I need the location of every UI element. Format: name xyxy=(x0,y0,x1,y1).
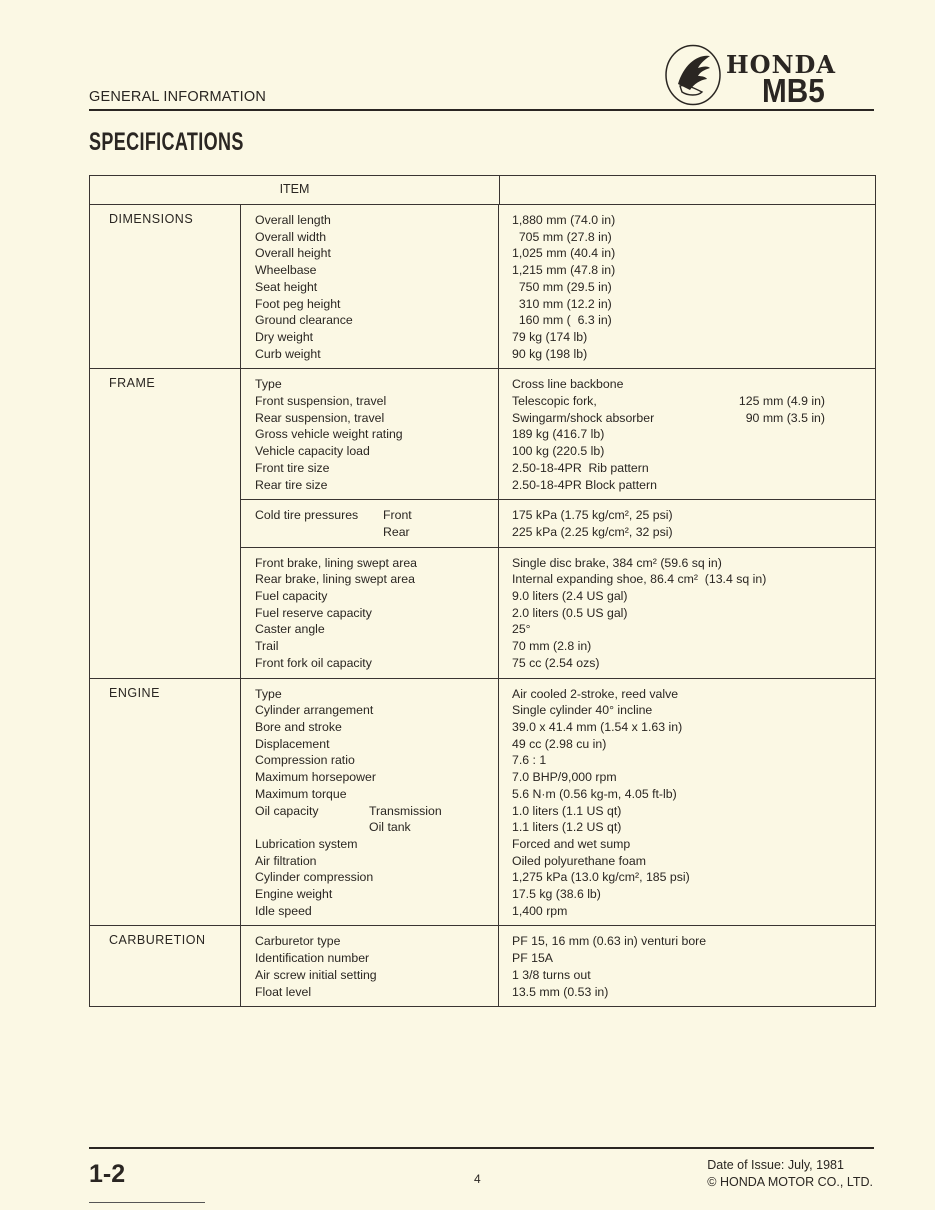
section-heading: GENERAL INFORMATION xyxy=(89,89,267,105)
value-text: Swingarm/shock absorber xyxy=(512,410,655,425)
table-row xyxy=(241,477,875,494)
spec-section xyxy=(90,205,875,369)
value-text: 1 3/8 turns out xyxy=(512,967,591,982)
value-text: 310 mm (12.2 in) xyxy=(512,296,612,311)
spec-group xyxy=(241,548,875,678)
item-label: Carburetor type xyxy=(255,934,341,949)
model-name: MB5 xyxy=(762,72,825,109)
item-label: Overall height xyxy=(255,246,331,261)
item-label: Fuel reserve capacity xyxy=(255,605,372,620)
item-label: Foot peg height xyxy=(255,296,341,311)
item-label: Ground clearance xyxy=(255,313,353,328)
item-label: Bore and stroke xyxy=(255,719,342,734)
spec-value xyxy=(499,769,875,786)
value-text: 79 kg (174 lb) xyxy=(512,329,588,344)
spec-value xyxy=(499,967,875,984)
spec-value xyxy=(499,736,875,753)
table-row xyxy=(241,655,875,672)
item-label: Seat height xyxy=(255,279,318,294)
item-label: Gross vehicle weight rating xyxy=(255,427,403,442)
value-text: 100 kg (220.5 lb) xyxy=(512,444,605,459)
spec-group xyxy=(241,369,875,500)
table-row xyxy=(241,346,875,363)
value-text: Single cylinder 40° incline xyxy=(512,703,653,718)
value-text: 39.0 x 41.4 mm (1.54 x 1.63 in) xyxy=(512,719,683,734)
item-label: Front tire size xyxy=(255,460,330,475)
value-text: 7.0 BHP/9,000 rpm xyxy=(512,770,617,785)
spec-value xyxy=(499,296,875,313)
spec-value xyxy=(499,212,875,229)
value-text: 1,025 mm (40.4 in) xyxy=(512,246,616,261)
spec-value xyxy=(499,410,875,427)
item-label: Float level xyxy=(255,984,312,999)
value-text: Single disc brake, 384 cm² (59.6 sq in) xyxy=(512,555,722,570)
item-label: Displacement xyxy=(255,736,330,751)
spec-value xyxy=(499,836,875,853)
spec-value xyxy=(499,555,875,572)
table-row xyxy=(241,903,875,920)
spec-value xyxy=(499,621,875,638)
issue-info xyxy=(707,1157,873,1191)
copyright: © HONDA MOTOR CO., LTD. xyxy=(707,1175,873,1189)
item-label: Idle speed xyxy=(255,903,312,918)
spec-value xyxy=(499,869,875,886)
value-text: Cross line backbone xyxy=(512,377,624,392)
table-header xyxy=(90,176,875,205)
item-label: Rear brake, lining swept area xyxy=(255,572,415,587)
spec-value xyxy=(499,950,875,967)
value-text: 75 cc (2.54 ozs) xyxy=(512,655,600,670)
spec-item xyxy=(241,470,499,500)
item-label: Curb weight xyxy=(255,346,321,361)
spec-value xyxy=(499,376,875,393)
spec-value xyxy=(499,262,875,279)
item-label: Cylinder compression xyxy=(255,870,374,885)
value-text: 225 kPa (2.25 kg/cm², 32 psi) xyxy=(512,524,673,539)
spec-value xyxy=(499,426,875,443)
brand-name: HONDA xyxy=(726,50,836,79)
item-sublabel: Front xyxy=(383,508,412,523)
spec-value xyxy=(499,605,875,622)
spec-section xyxy=(90,369,875,678)
section-label: DIMENSIONS xyxy=(90,205,241,368)
value-text: 705 mm (27.8 in) xyxy=(512,229,612,244)
value-text: 90 kg (198 lb) xyxy=(512,346,588,361)
spec-value xyxy=(499,933,875,950)
item-label: Wheelbase xyxy=(255,263,317,278)
page-code: 1-2 xyxy=(89,1160,126,1188)
item-label: Air screw initial setting xyxy=(255,967,377,982)
item-column-header: ITEM xyxy=(90,176,500,204)
item-label: Trail xyxy=(255,639,279,654)
spec-value xyxy=(499,477,875,494)
header-rule xyxy=(89,109,874,111)
spec-item xyxy=(241,339,499,369)
item-label: Type xyxy=(255,686,282,701)
value-text: 49 cc (2.98 cu in) xyxy=(512,736,607,751)
spec-value xyxy=(499,245,875,262)
section-label: ENGINE xyxy=(90,679,241,926)
table-row xyxy=(241,524,875,541)
value-text: 9.0 liters (2.4 US gal) xyxy=(512,589,628,604)
spec-value xyxy=(499,752,875,769)
table-row xyxy=(241,984,875,1001)
section-groups xyxy=(241,205,875,368)
value-text: Oiled polyurethane foam xyxy=(512,853,646,868)
item-label: Caster angle xyxy=(255,622,325,637)
issue-date: Date of Issue: July, 1981 xyxy=(707,1158,844,1172)
item-label: Cylinder arrangement xyxy=(255,703,374,718)
item-label: Identification number xyxy=(255,951,370,966)
spec-value xyxy=(499,903,875,920)
value-text: 2.0 liters (0.5 US gal) xyxy=(512,605,628,620)
spec-value xyxy=(499,312,875,329)
honda-wing-logo-icon xyxy=(664,44,722,106)
item-sublabel: Rear xyxy=(383,524,410,539)
spec-group xyxy=(241,500,875,547)
section-label: FRAME xyxy=(90,369,241,677)
item-label: Vehicle capacity load xyxy=(255,444,370,459)
page-title: SPECIFICATIONS xyxy=(89,128,244,156)
value-extra: 90 mm (3.5 in) xyxy=(745,410,825,425)
item-label: Air filtration xyxy=(255,853,317,868)
spec-value xyxy=(499,460,875,477)
spec-group xyxy=(241,679,875,926)
item-sublabel: Transmission xyxy=(369,803,442,818)
spec-group xyxy=(241,926,875,1006)
value-text: 17.5 kg (38.6 lb) xyxy=(512,887,601,902)
spec-value xyxy=(499,507,875,524)
item-label: Rear suspension, travel xyxy=(255,410,385,425)
section-label: CARBURETION xyxy=(90,926,241,1006)
item-label: Engine weight xyxy=(255,887,333,902)
value-text: PF 15, 16 mm (0.63 in) venturi bore xyxy=(512,934,707,949)
spec-section xyxy=(90,926,875,1006)
item-label: Overall width xyxy=(255,229,327,244)
spec-value xyxy=(499,702,875,719)
spec-value xyxy=(499,279,875,296)
spec-value xyxy=(499,393,875,410)
spec-value xyxy=(499,886,875,903)
spec-value xyxy=(499,638,875,655)
item-label: Overall length xyxy=(255,213,331,227)
item-label: Maximum torque xyxy=(255,786,347,801)
spec-value xyxy=(499,571,875,588)
item-sublabel: Oil tank xyxy=(369,820,411,835)
item-label: Compression ratio xyxy=(255,753,355,768)
value-text: 189 kg (416.7 lb) xyxy=(512,427,605,442)
spec-group xyxy=(241,205,875,368)
spec-value xyxy=(499,443,875,460)
value-text: 5.6 N·m (0.56 kg-m, 4.05 ft-lb) xyxy=(512,786,677,801)
item-label: Front suspension, travel xyxy=(255,394,387,409)
spec-value xyxy=(499,984,875,1001)
value-text: 1,400 rpm xyxy=(512,903,568,918)
footer-short-rule xyxy=(89,1202,205,1203)
spec-section xyxy=(90,679,875,927)
value-extra: 125 mm (4.9 in) xyxy=(738,394,825,409)
value-text: PF 15A xyxy=(512,951,554,966)
spec-item xyxy=(241,648,499,678)
value-text: 70 mm (2.8 in) xyxy=(512,639,592,654)
spec-value xyxy=(499,588,875,605)
value-text: 7.6 : 1 xyxy=(512,753,547,768)
spec-value xyxy=(499,786,875,803)
item-label: Lubrication system xyxy=(255,836,358,851)
spec-value xyxy=(499,803,875,820)
value-text: 2.50-18-4PR Rib pattern xyxy=(512,460,649,475)
spec-value xyxy=(499,719,875,736)
spec-item xyxy=(241,517,499,547)
footer-rule xyxy=(89,1147,874,1149)
value-text: 160 mm ( 6.3 in) xyxy=(512,313,612,328)
spec-value xyxy=(499,524,875,541)
value-text: Forced and wet sump xyxy=(512,836,631,851)
specifications-table xyxy=(89,175,876,1007)
item-label: Front fork oil capacity xyxy=(255,655,372,670)
section-groups xyxy=(241,679,875,926)
item-label: Dry weight xyxy=(255,329,314,344)
section-groups xyxy=(241,926,875,1006)
value-text: 1.1 liters (1.2 US qt) xyxy=(512,820,622,835)
value-text: 1.0 liters (1.1 US qt) xyxy=(512,803,622,818)
item-label: Type xyxy=(255,377,282,392)
item-label: Cold tire pressures xyxy=(255,508,359,523)
value-text: 13.5 mm (0.53 in) xyxy=(512,984,609,999)
item-label: Fuel capacity xyxy=(255,589,328,604)
page-number: 4 xyxy=(474,1172,481,1186)
value-text: 750 mm (29.5 in) xyxy=(512,279,612,294)
spec-value xyxy=(499,853,875,870)
value-text: Internal expanding shoe, 86.4 cm² (13.4 sq in) xyxy=(512,572,767,587)
value-text: 2.50-18-4PR Block pattern xyxy=(512,477,657,492)
spec-value xyxy=(499,686,875,703)
section-groups xyxy=(241,369,875,677)
spec-value xyxy=(499,346,875,363)
spec-value xyxy=(499,819,875,836)
value-text: 1,880 mm (74.0 in) xyxy=(512,213,616,227)
spec-value xyxy=(499,655,875,672)
value-text: 1,215 mm (47.8 in) xyxy=(512,263,616,278)
value-text: Telescopic fork, xyxy=(512,394,597,409)
item-label: Rear tire size xyxy=(255,477,328,492)
value-text: Air cooled 2-stroke, reed valve xyxy=(512,686,679,701)
item-label: Maximum horsepower xyxy=(255,770,376,785)
value-text: 1,275 kPa (13.0 kg/cm², 185 psi) xyxy=(512,870,690,885)
value-text: 175 kPa (1.75 kg/cm², 25 psi) xyxy=(512,508,673,523)
item-label: Oil capacity xyxy=(255,803,319,818)
value-text: 25° xyxy=(512,622,531,637)
item-label: Front brake, lining swept area xyxy=(255,555,417,570)
spec-item xyxy=(241,977,499,1007)
spec-value xyxy=(499,229,875,246)
spec-item xyxy=(241,896,499,926)
spec-value xyxy=(499,329,875,346)
